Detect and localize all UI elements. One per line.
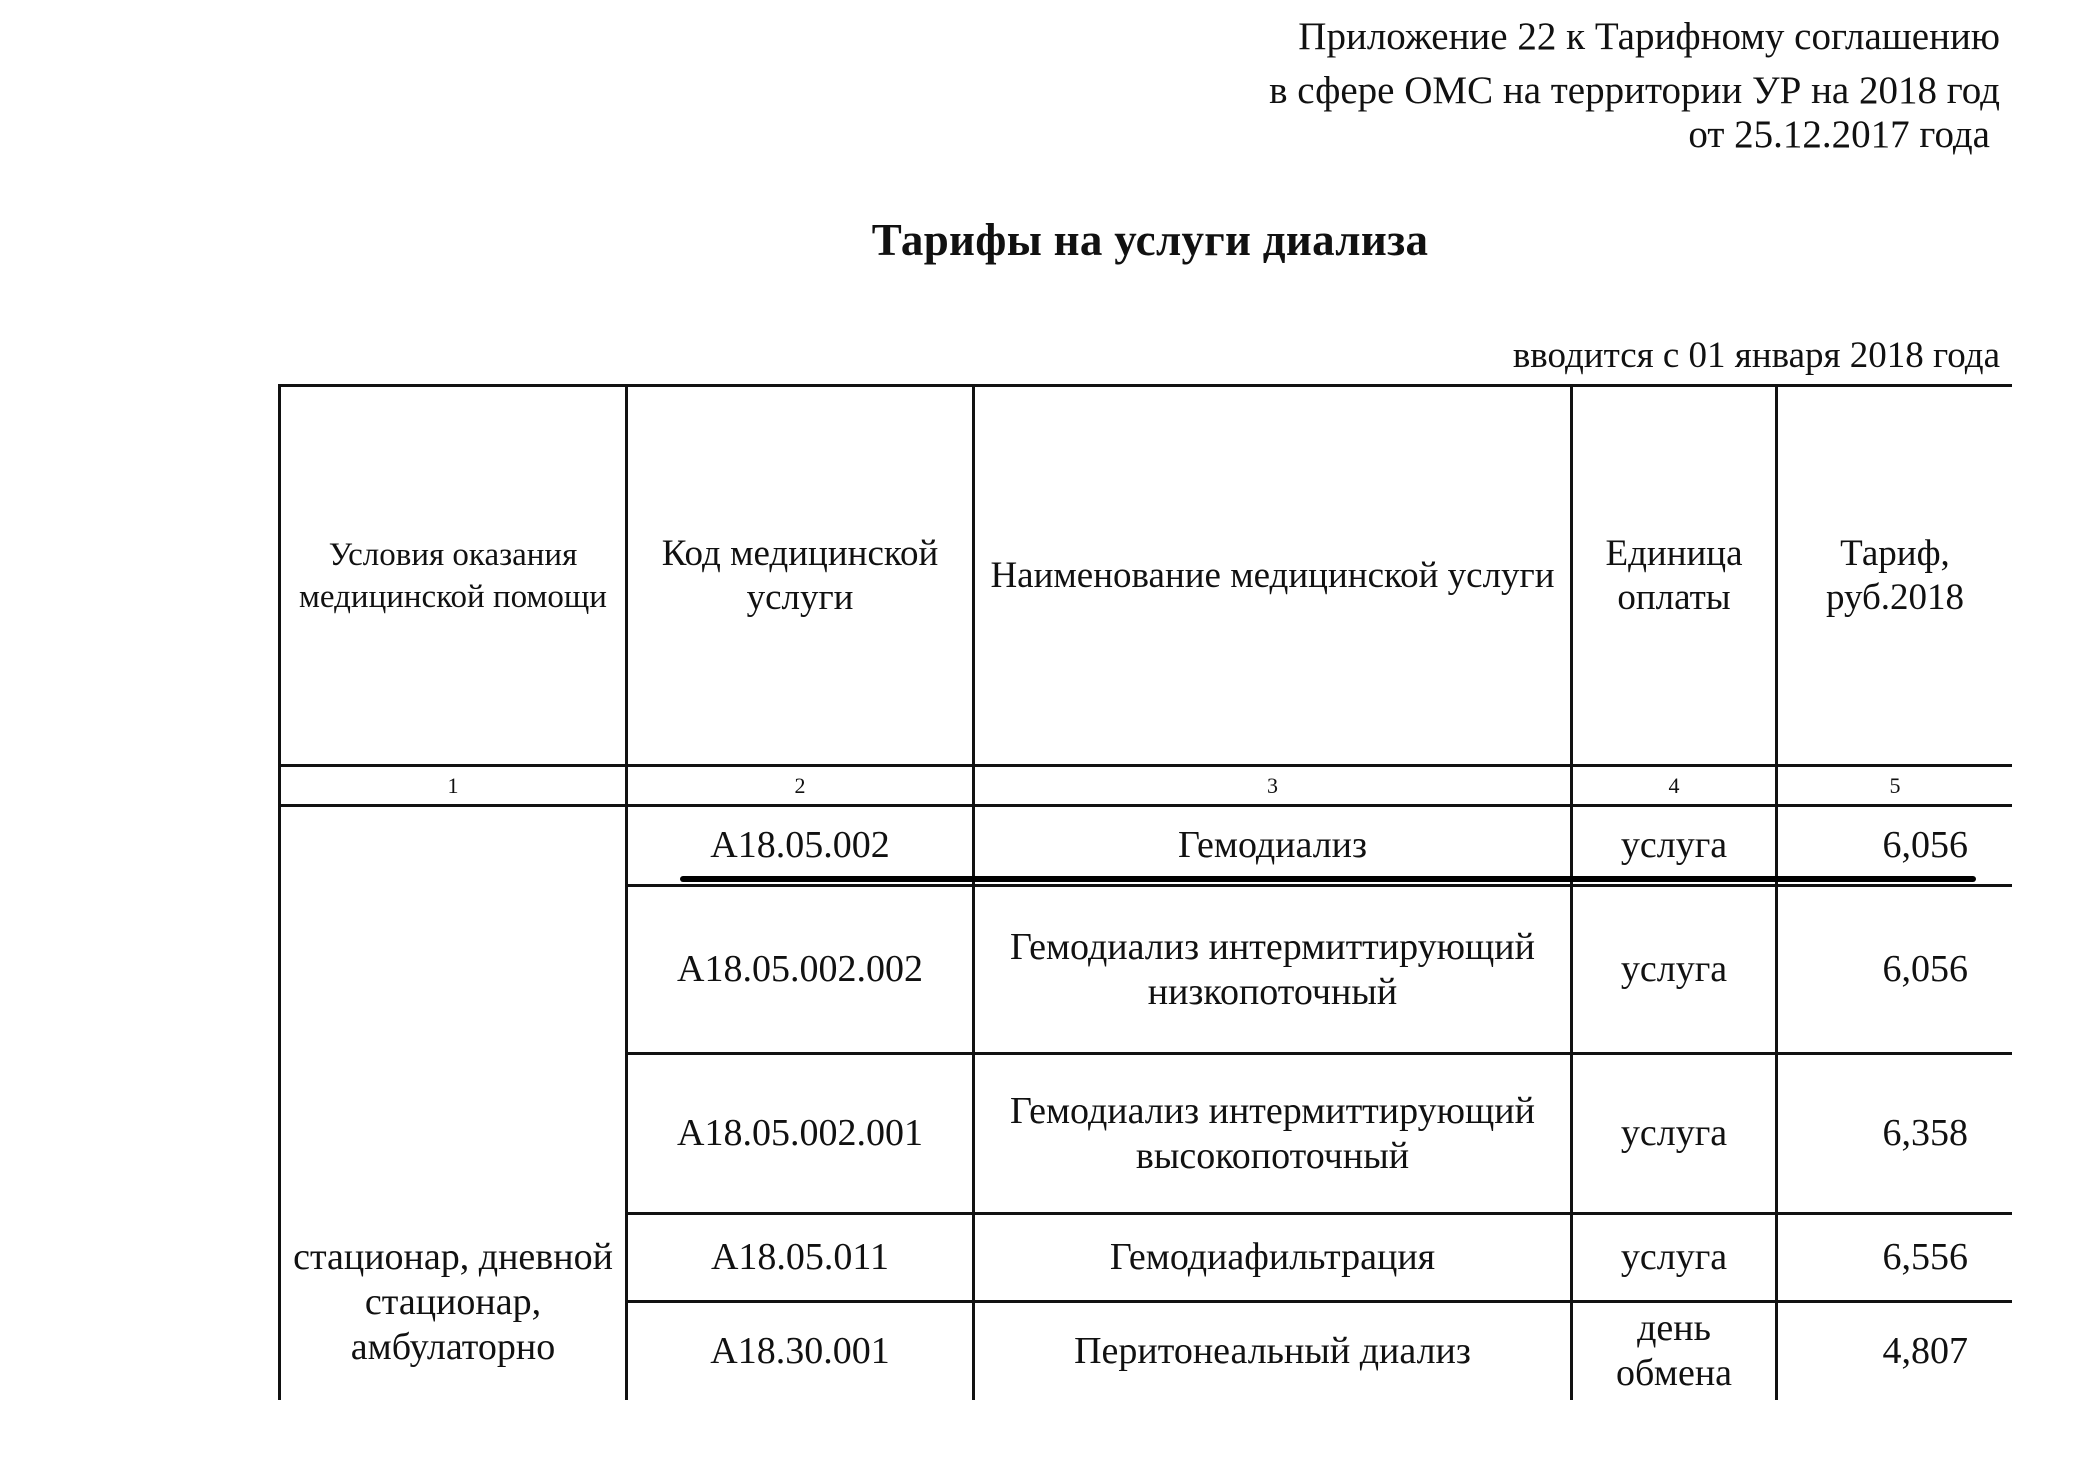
header-condition: Условия оказания медицинской помощи xyxy=(280,386,627,766)
condition-cell: стационар, дневной стационар, амбулаторно xyxy=(280,806,627,1400)
service-name: Гемодиализ интермиттирующий низкопоточный xyxy=(974,886,1572,1054)
service-code: A18.05.011 xyxy=(627,1214,974,1302)
highlight-underline xyxy=(680,876,1976,882)
payment-unit: услуга xyxy=(1572,1214,1777,1302)
header-line-scope: в сфере ОМС на территории УР на 2018 год xyxy=(1269,69,2000,112)
column-number-row xyxy=(280,766,2013,806)
column-number: 5 xyxy=(1777,766,2013,806)
service-code: A18.05.002.001 xyxy=(627,1054,974,1214)
service-code: A18.05.002.002 xyxy=(627,886,974,1054)
service-code: A18.05.002 xyxy=(627,806,974,886)
column-number: 1 xyxy=(280,766,627,806)
tariff-value: 6,358 xyxy=(1777,1054,2013,1214)
service-name: Гемодиализ xyxy=(974,806,1572,886)
tariff-table-container xyxy=(278,384,2012,1404)
header-tariff: Тариф, руб.2018 xyxy=(1777,386,2013,766)
column-number: 2 xyxy=(627,766,974,806)
tariff-value: 4,807 xyxy=(1777,1302,2013,1400)
header-service-code: Код медицинской услуги xyxy=(627,386,974,766)
header-line-date: от 25.12.2017 года xyxy=(1688,113,1990,156)
service-name: Гемодиафильтрация xyxy=(974,1214,1572,1302)
header-payment-unit: Единица оплаты xyxy=(1572,386,1777,766)
payment-unit: услуга xyxy=(1572,886,1777,1054)
tariff-value: 6,556 xyxy=(1777,1214,2013,1302)
tariff-value: 6,056 xyxy=(1777,886,2013,1054)
document-title: Тарифы на услуги диализа xyxy=(871,215,1429,265)
tariff-table xyxy=(278,384,2012,1400)
payment-unit: услуга xyxy=(1572,806,1777,886)
table-row xyxy=(280,806,2013,886)
table-header-row xyxy=(280,386,2013,766)
service-code: A18.30.001 xyxy=(627,1302,974,1400)
effective-date: вводится с 01 января 2018 года xyxy=(1512,335,2000,376)
tariff-value: 6,056 xyxy=(1777,806,2013,886)
payment-unit: день обмена xyxy=(1572,1302,1777,1400)
column-number: 3 xyxy=(974,766,1572,806)
service-name: Перитонеальный диализ xyxy=(974,1302,1572,1400)
header-service-name: Наименование медицинской услуги xyxy=(974,386,1572,766)
service-name: Гемодиализ интермиттирующий высокопоточный xyxy=(974,1054,1572,1214)
header-line-appendix: Приложение 22 к Тарифному соглашению xyxy=(1298,15,2000,58)
column-number: 4 xyxy=(1572,766,1777,806)
payment-unit: услуга xyxy=(1572,1054,1777,1214)
